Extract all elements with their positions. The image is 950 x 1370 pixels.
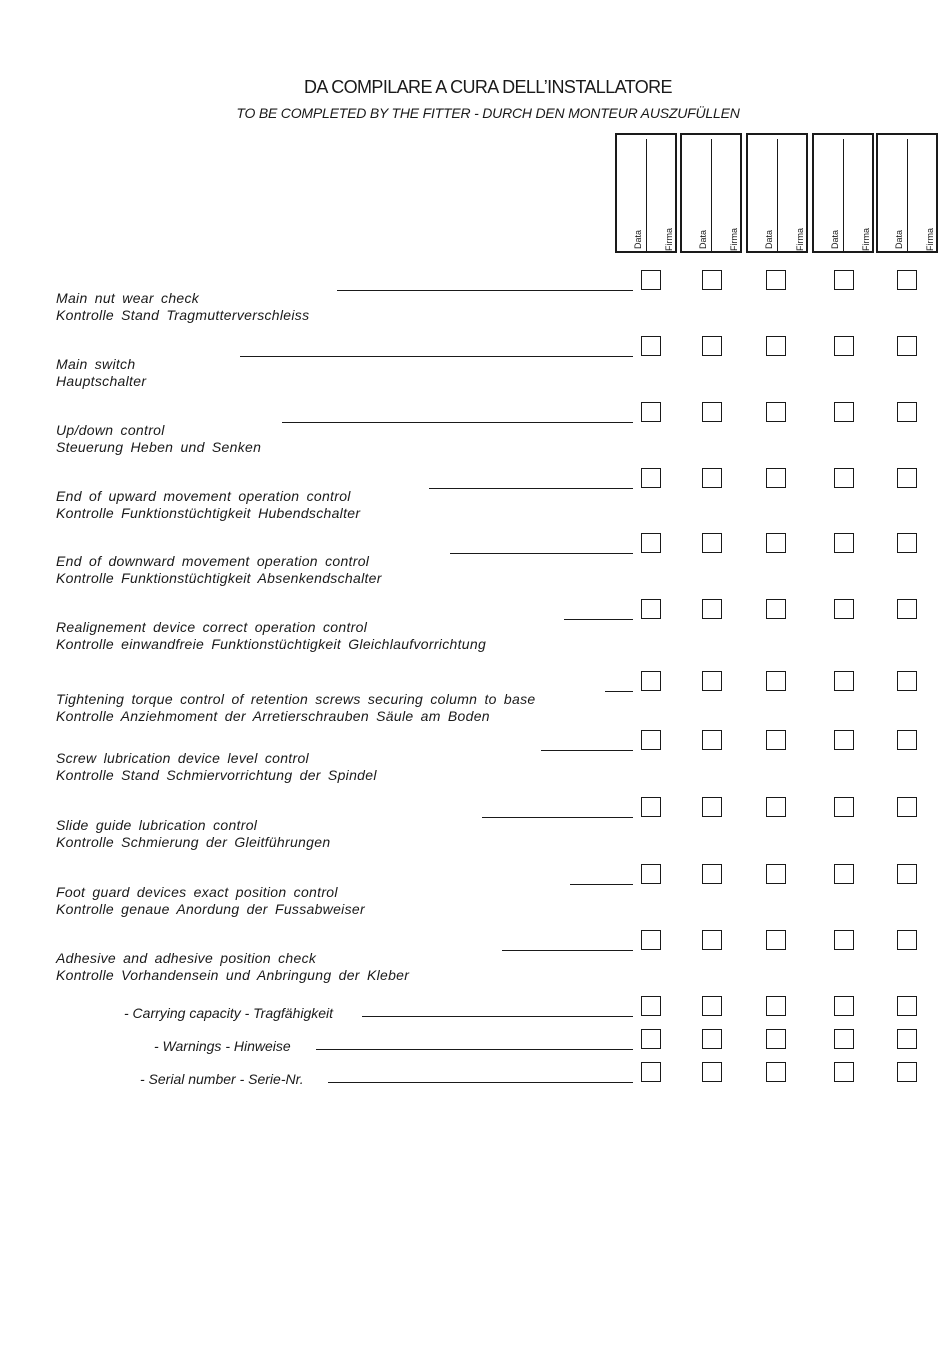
- check-item-german: Kontrolle Schmierung der Gleitführungen: [56, 834, 331, 850]
- check-item-english: End of downward movement operation control: [56, 553, 370, 569]
- check-3-checkbox-4[interactable]: [834, 402, 854, 422]
- check-6-checkbox-2[interactable]: [702, 599, 722, 619]
- check-1-checkbox-5[interactable]: [897, 270, 917, 290]
- check-4-checkbox-3[interactable]: [766, 468, 786, 488]
- check-6-checkbox-4[interactable]: [834, 599, 854, 619]
- check-item-german: Kontrolle genaue Anordung der Fussabweiser: [56, 901, 365, 917]
- check-11-checkbox-4[interactable]: [834, 930, 854, 950]
- check-1-checkbox-4[interactable]: [834, 270, 854, 290]
- column-firma-label: Firma: [664, 228, 674, 251]
- check-item-label: [56, 553, 382, 587]
- column-header-5: [876, 133, 938, 253]
- check-9-checkbox-1[interactable]: [641, 797, 661, 817]
- fill-in-line: [337, 290, 633, 291]
- check-item-english: Up/down control: [56, 422, 165, 438]
- check-2-checkbox-1[interactable]: [641, 336, 661, 356]
- check-1-checkbox-2[interactable]: [702, 270, 722, 290]
- fill-in-line: [362, 1016, 633, 1017]
- check-4-checkbox-2[interactable]: [702, 468, 722, 488]
- sticker-2-checkbox-3[interactable]: [766, 1029, 786, 1049]
- check-item-german: Kontrolle Anziehmoment der Arretierschrauben Säule am Boden: [56, 708, 490, 724]
- sticker-3-checkbox-2[interactable]: [702, 1062, 722, 1082]
- check-item-label: [56, 488, 360, 522]
- sticker-2-checkbox-5[interactable]: [897, 1029, 917, 1049]
- check-7-checkbox-3[interactable]: [766, 671, 786, 691]
- column-header-3: [746, 133, 808, 253]
- check-4-checkbox-5[interactable]: [897, 468, 917, 488]
- fill-in-line: [570, 884, 633, 885]
- check-11-checkbox-1[interactable]: [641, 930, 661, 950]
- check-item-english: Foot guard devices exact position control: [56, 884, 338, 900]
- check-5-checkbox-4[interactable]: [834, 533, 854, 553]
- column-firma-label: Firma: [795, 228, 805, 251]
- check-2-checkbox-4[interactable]: [834, 336, 854, 356]
- check-9-checkbox-5[interactable]: [897, 797, 917, 817]
- column-header-1: [615, 133, 677, 253]
- check-item-label: [56, 422, 261, 456]
- check-item-german: Kontrolle Stand Tragmutterverschleiss: [56, 307, 310, 323]
- check-item-english: End of upward movement operation control: [56, 488, 351, 504]
- check-8-checkbox-1[interactable]: [641, 730, 661, 750]
- sticker-1-checkbox-5[interactable]: [897, 996, 917, 1016]
- check-11-checkbox-5[interactable]: [897, 930, 917, 950]
- column-divider: [646, 139, 647, 251]
- check-item-german: Hauptschalter: [56, 373, 147, 389]
- column-data-label: Data: [830, 229, 840, 249]
- column-header-4: [812, 133, 874, 253]
- sticker-3-checkbox-5[interactable]: [897, 1062, 917, 1082]
- check-9-checkbox-3[interactable]: [766, 797, 786, 817]
- check-7-checkbox-5[interactable]: [897, 671, 917, 691]
- check-item-english: Tightening torque control of retention screws securing column to base: [56, 691, 536, 707]
- check-8-checkbox-3[interactable]: [766, 730, 786, 750]
- check-item-german: Kontrolle Vorhandensein und Anbringung der Kleber: [56, 967, 410, 983]
- check-6-checkbox-1[interactable]: [641, 599, 661, 619]
- fill-in-line: [502, 950, 633, 951]
- check-item-label: [56, 950, 409, 984]
- check-6-checkbox-5[interactable]: [897, 599, 917, 619]
- check-9-checkbox-2[interactable]: [702, 797, 722, 817]
- check-item-english: Screw lubrication device level control: [56, 750, 309, 766]
- check-3-checkbox-3[interactable]: [766, 402, 786, 422]
- fill-in-line: [429, 488, 633, 489]
- check-10-checkbox-1[interactable]: [641, 864, 661, 884]
- sticker-3-checkbox-4[interactable]: [834, 1062, 854, 1082]
- check-11-checkbox-2[interactable]: [702, 930, 722, 950]
- check-item-label: [56, 750, 377, 784]
- check-item-english: Main switch: [56, 356, 136, 372]
- column-data-label: Data: [698, 229, 708, 249]
- check-5-checkbox-5[interactable]: [897, 533, 917, 553]
- check-item-german: Kontrolle Funktionstüchtigkeit Hubendschalter: [56, 505, 361, 521]
- check-3-checkbox-2[interactable]: [702, 402, 722, 422]
- check-11-checkbox-3[interactable]: [766, 930, 786, 950]
- column-divider: [777, 139, 778, 251]
- column-divider: [843, 139, 844, 251]
- check-10-checkbox-2[interactable]: [702, 864, 722, 884]
- column-divider: [711, 139, 712, 251]
- sticker-1-checkbox-3[interactable]: [766, 996, 786, 1016]
- sticker-item-label: - Serial number - Serie-Nr.: [140, 1071, 304, 1087]
- sticker-item-label: - Warnings - Hinweise: [154, 1038, 291, 1054]
- check-9-checkbox-4[interactable]: [834, 797, 854, 817]
- check-7-checkbox-4[interactable]: [834, 671, 854, 691]
- column-data-label: Data: [764, 229, 774, 249]
- check-item-german: Steuerung Heben und Senken: [56, 439, 262, 455]
- check-4-checkbox-1[interactable]: [641, 468, 661, 488]
- check-3-checkbox-5[interactable]: [897, 402, 917, 422]
- sticker-3-checkbox-1[interactable]: [641, 1062, 661, 1082]
- fill-in-line: [541, 750, 633, 751]
- fill-in-line: [564, 619, 633, 620]
- check-item-label: [56, 884, 365, 918]
- check-item-german: Kontrolle Stand Schmiervorrichtung der Spindel: [56, 767, 377, 783]
- check-item-german: Kontrolle Funktionstüchtigkeit Absenkendschalter: [56, 570, 382, 586]
- check-10-checkbox-3[interactable]: [766, 864, 786, 884]
- check-item-label: [56, 817, 330, 851]
- check-item-english: Realignement device correct operation control: [56, 619, 368, 635]
- check-item-label: [56, 691, 535, 725]
- sticker-1-checkbox-1[interactable]: [641, 996, 661, 1016]
- sticker-item-label: - Carrying capacity - Tragfähigkeit: [124, 1005, 334, 1021]
- sticker-2-checkbox-4[interactable]: [834, 1029, 854, 1049]
- fill-in-line: [450, 553, 633, 554]
- sticker-2-checkbox-1[interactable]: [641, 1029, 661, 1049]
- check-1-checkbox-3[interactable]: [766, 270, 786, 290]
- check-item-english: Adhesive and adhesive position check: [56, 950, 317, 966]
- check-item-label: [56, 290, 309, 324]
- check-item-english: Slide guide lubrication control: [56, 817, 258, 833]
- check-2-checkbox-2[interactable]: [702, 336, 722, 356]
- check-2-checkbox-5[interactable]: [897, 336, 917, 356]
- check-5-checkbox-3[interactable]: [766, 533, 786, 553]
- fill-in-line: [282, 422, 633, 423]
- check-5-checkbox-1[interactable]: [641, 533, 661, 553]
- check-8-checkbox-4[interactable]: [834, 730, 854, 750]
- check-5-checkbox-2[interactable]: [702, 533, 722, 553]
- page-subtitle: TO BE COMPLETED BY THE FITTER - DURCH DEN MONTEUR AUSZUFÜLLEN: [236, 105, 740, 121]
- check-4-checkbox-4[interactable]: [834, 468, 854, 488]
- check-item-english: Main nut wear check: [56, 290, 200, 306]
- sticker-1-checkbox-2[interactable]: [702, 996, 722, 1016]
- column-firma-label: Firma: [925, 228, 935, 251]
- sticker-1-checkbox-4[interactable]: [834, 996, 854, 1016]
- sticker-2-checkbox-2[interactable]: [702, 1029, 722, 1049]
- fill-in-line: [240, 356, 633, 357]
- check-1-checkbox-1[interactable]: [641, 270, 661, 290]
- column-firma-label: Firma: [861, 228, 871, 251]
- check-10-checkbox-5[interactable]: [897, 864, 917, 884]
- check-item-label: [56, 356, 146, 390]
- check-8-checkbox-5[interactable]: [897, 730, 917, 750]
- check-7-checkbox-1[interactable]: [641, 671, 661, 691]
- check-item-german: Kontrolle einwandfreie Funktionstüchtigkeit Gleichlaufvorrichtung: [56, 636, 487, 652]
- check-2-checkbox-3[interactable]: [766, 336, 786, 356]
- column-data-label: Data: [894, 229, 904, 249]
- check-6-checkbox-3[interactable]: [766, 599, 786, 619]
- page-title: DA COMPILARE A CURA DELL’INSTALLATORE: [304, 77, 672, 97]
- column-divider: [907, 139, 908, 251]
- fill-in-line: [482, 817, 633, 818]
- fill-in-line: [328, 1082, 633, 1083]
- check-item-label: [56, 619, 486, 653]
- column-data-label: Data: [633, 229, 643, 249]
- check-8-checkbox-2[interactable]: [702, 730, 722, 750]
- check-3-checkbox-1[interactable]: [641, 402, 661, 422]
- column-firma-label: Firma: [729, 228, 739, 251]
- sticker-3-checkbox-3[interactable]: [766, 1062, 786, 1082]
- check-10-checkbox-4[interactable]: [834, 864, 854, 884]
- fill-in-line: [605, 691, 633, 692]
- column-header-2: [680, 133, 742, 253]
- fill-in-line: [316, 1049, 633, 1050]
- check-7-checkbox-2[interactable]: [702, 671, 722, 691]
